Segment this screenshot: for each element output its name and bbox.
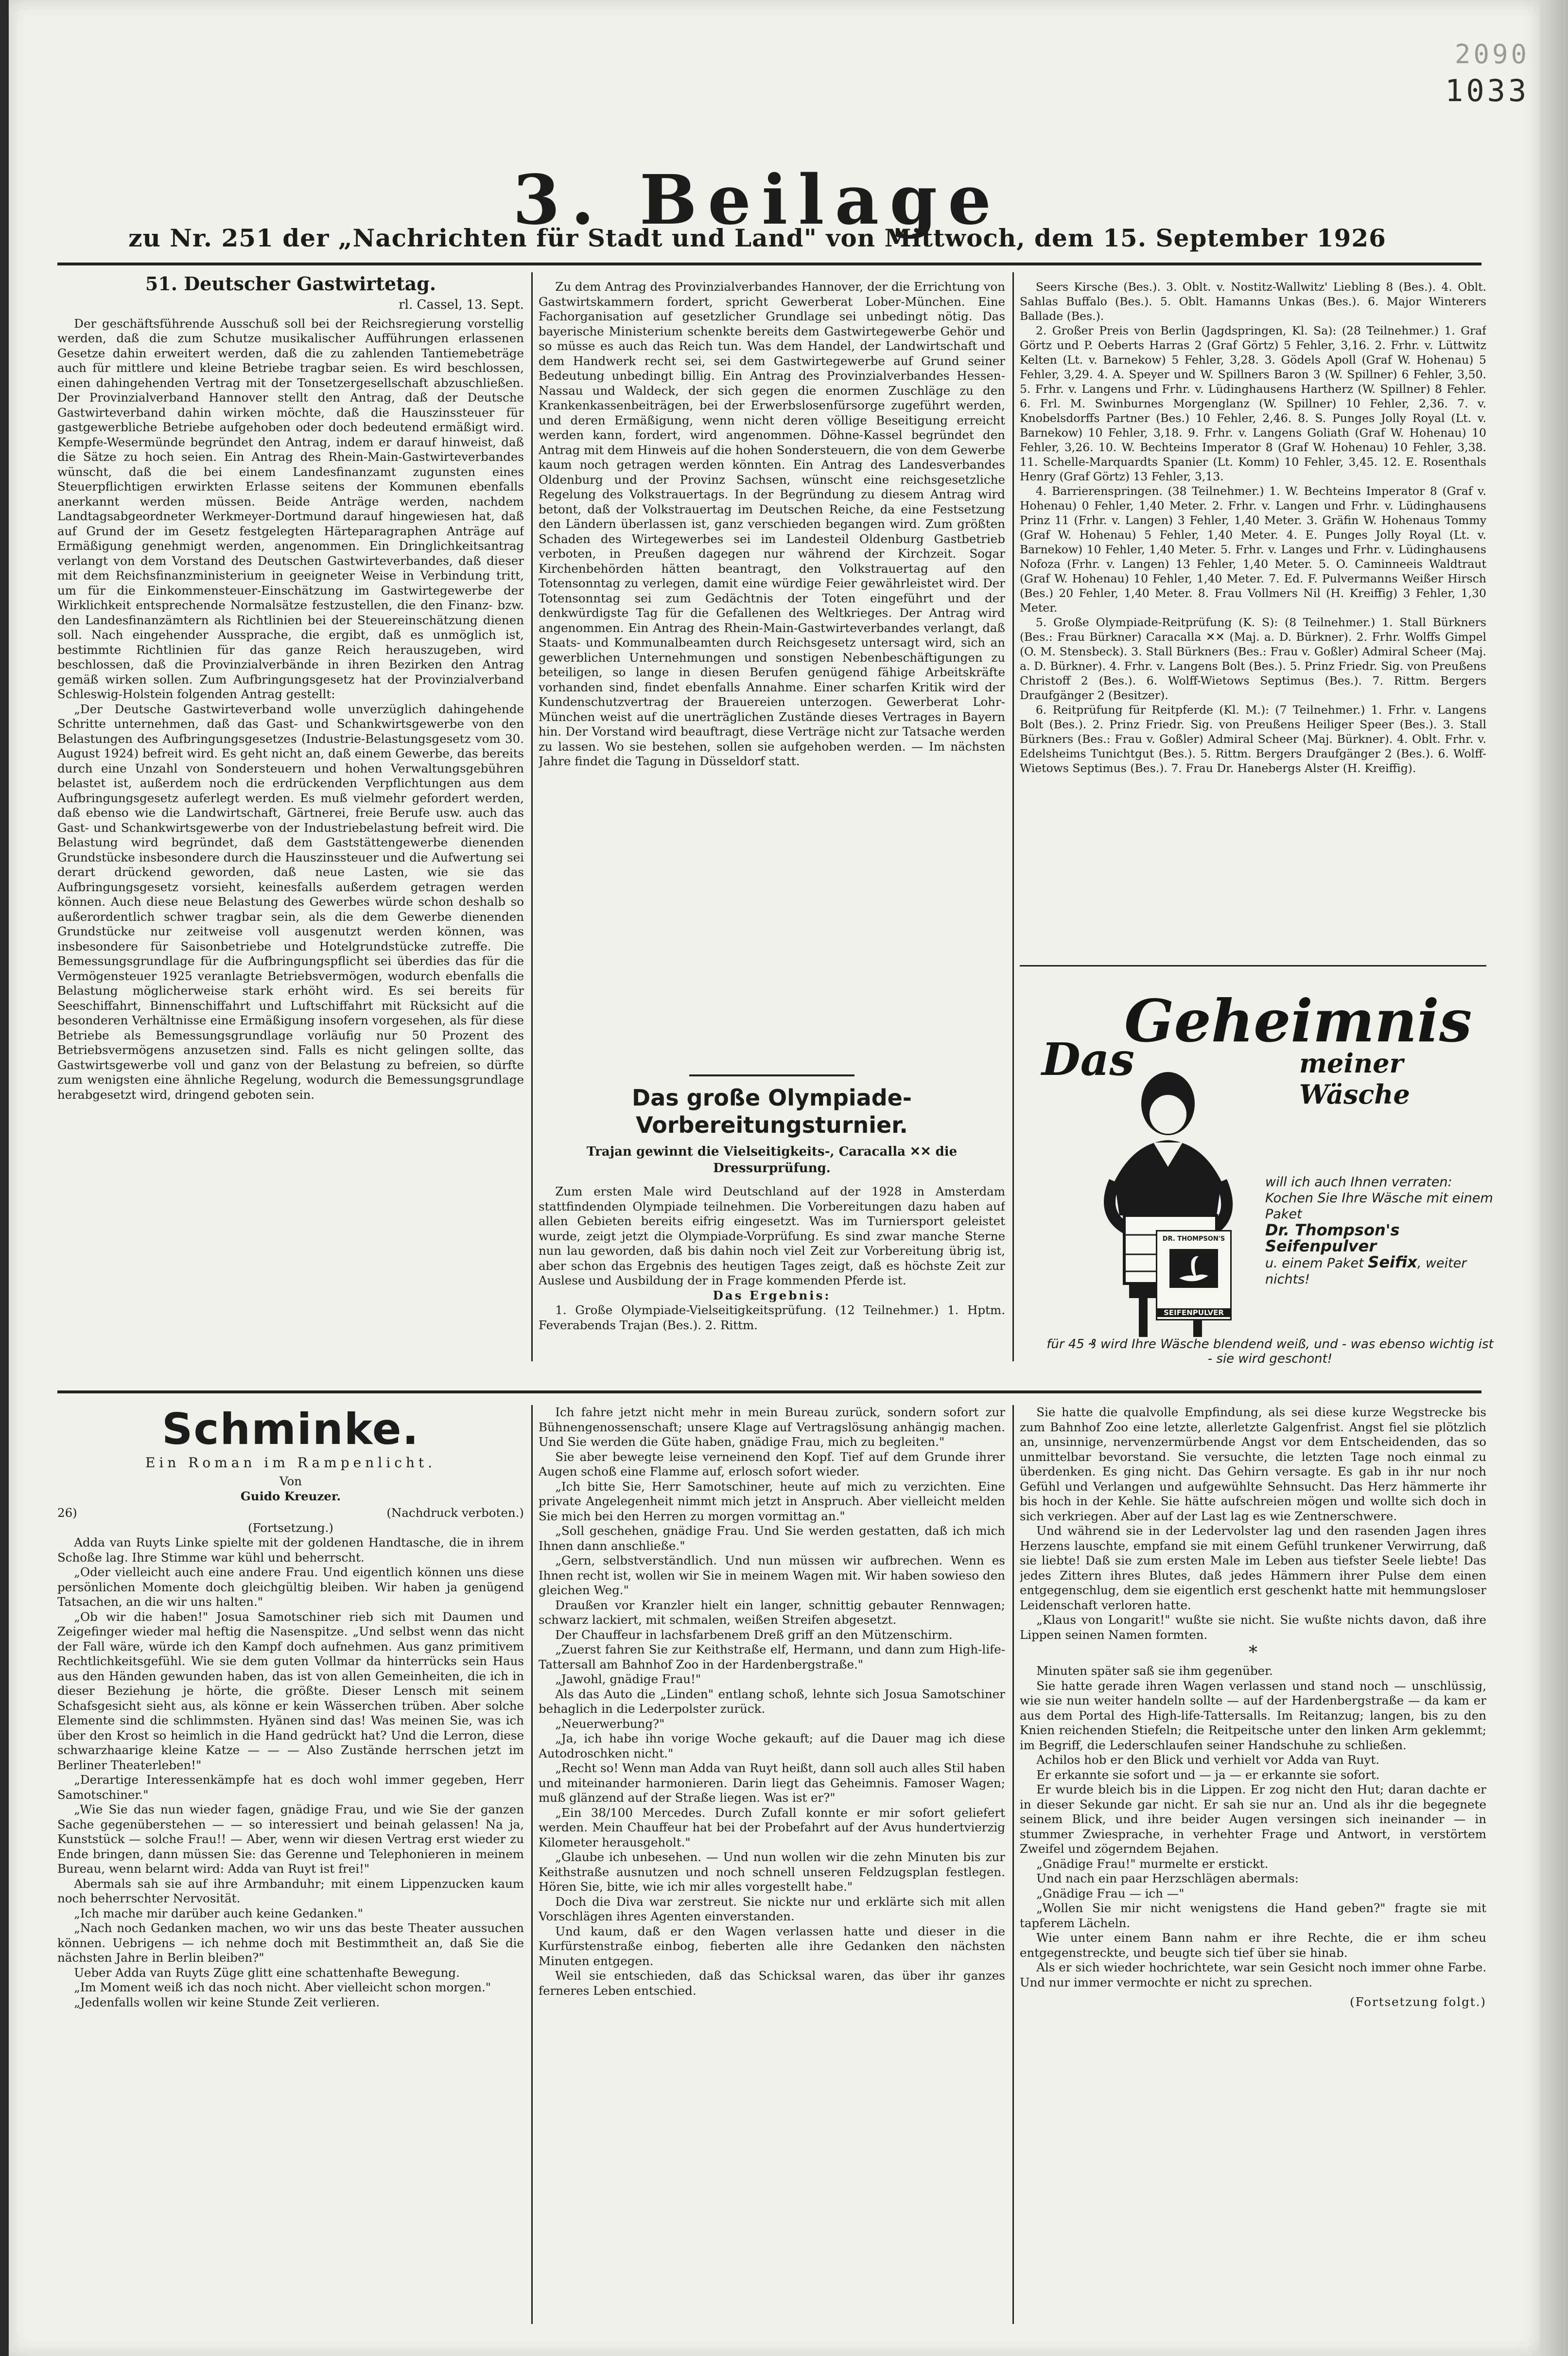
paragraph: „Gern, selbstverständlich. Und nun müssen wir aufbrechen. Wenn es Ihnen recht ist, wollen wir Sie in meinem Wagen mit. Wir haben sowieso den gleichen Weg." [539, 1553, 1005, 1597]
paragraph: Und kaum, daß er den Wagen verlassen hatte und dieser in die Kurfürstenstraße einbog, fieberten alle ihre Gedanken den nächsten Minuten entgegen. [539, 1924, 1005, 1968]
ad-copy-text: u. einem Paket [1265, 1256, 1364, 1271]
paragraph: Ueber Adda van Ruyts Züge glitt eine schattenhafte Bewegung. [74, 1965, 460, 1980]
paragraph: „Ich mache mir darüber auch keine Gedanken." [74, 1906, 363, 1920]
paragraph: Seers Kirsche (Bes.). 3. Oblt. v. Nostitz-Wallwitz' Liebling 8 (Bes.). 4. Oblt. Sahlas Buffalo (Bes.). 5. Oblt. Hamanns Unkas (Bes.). 6. Major Winterers Ballade (Bes.). [1020, 280, 1486, 323]
page-number-faint: 2090 [1455, 39, 1530, 70]
paragraph: „Im Moment weiß ich das noch nicht. Aber vielleicht schon morgen." [74, 1980, 491, 1994]
paragraph: Der Chauffeur in lachsfarbenem Dreß griff an den Mützenschirm. [555, 1627, 953, 1642]
article-olympiade-title: Das große Olympiade-Vorbereitungsturnier. [632, 1085, 912, 1138]
roman-col3 [1020, 1405, 1486, 2324]
roman-continuation: (Fortsetzung.) [248, 1520, 333, 1535]
paragraph: „Klaus von Longarit!" wußte sie nicht. Sie wußte nichts davon, daß ihre Lippen seinen Namen formten. [1020, 1613, 1486, 1642]
paragraph: Er erkannte sie sofort und — ja — er erkannte sie sofort. [1036, 1767, 1380, 1782]
page-edge [1540, 0, 1568, 2356]
column-rule [531, 1405, 533, 2324]
paragraph: Und nach ein paar Herzschlägen abermals: [1036, 1871, 1299, 1885]
ad-product-name: Dr. Thompson's Seifenpulver [1265, 1221, 1400, 1255]
ad-subheadline: meiner Wäsche [1299, 1048, 1410, 1110]
ad-copy-text: will ich auch Ihnen verraten: Kochen Sie Ihre Wäsche mit einem Paket [1265, 1175, 1493, 1222]
paragraph: Er wurde bleich bis in die Lippen. Er zog nicht den Hut; daran dachte er in dieser Sekunde gar nicht. Er sah sie nur an. Und als ihr die begegnete seinem Blick, und ihre beider Augen versingen sich ineinander — in stummer Zwiesprache, in verhehter Frage und Antwort, in verstörtem Zweifel und zögerndem Bejahen. [1020, 1782, 1486, 1856]
paragraph: 6. Reitprüfung für Reitpferde (Kl. M.): (7 Teilnehmer.) 1. Frhr. v. Langens Bolt (Bes.). 2. Prinz Friedr. Sig. von Preußens Heiliger Speer (Bes.). 3. Stall Bürkners (Bes.: Frau v. Goßler) Admiral Scheer (Maj. Bürkner). 4. Oblt. Frhr. v. Edelsheims Tunichtgut (Bes.). 5. Rittm. Bergers Draufgänger 2 (Bes.). 6. Wolff-Wietows Septimus (Bes.). 7. Frau Dr. Hanebergs Alster (H. Kreiffig). [1020, 703, 1486, 775]
section-rule [57, 1390, 1481, 1393]
article-gastwirtetag-title: 51. Deutscher Gastwirtetag. [145, 273, 436, 295]
masthead-title: 3. Beilage [512, 160, 1002, 240]
paragraph: „Zuerst fahren Sie zur Keithstraße elf, Hermann, und dann zum High-life-Tattersall am Bahnhof Zoo in der Hardenbergstraße." [539, 1642, 1005, 1671]
paragraph: Zu dem Antrag des Provinzialverbandes Hannover, der die Errichtung von Gastwirtskammern fordert, spricht Gewerberat Lober-München. Eine Fachorganisation auf gesetzlicher Grundlage sei unbedingt nötig. Das bayerische Ministerium schenkte bereits dem Gastwirtegewerbe Gehör und so müsse es auch das Reich tun. Was dem Handel, der Landwirtschaft und dem Handwerk recht sei, sei dem Gastwirtegewerbe auf Grund seiner Bedeutung unbedingt billig. Ein Antrag des Provinzialverbandes Hessen-Nassau und Waldeck, der sich gegen die enormen Zuschläge zu den Krankenkassenbeiträgen, bei der Erwerbslosenfürsorge zugeführt werden, und deren Ermäßigung, wenn nicht deren völlige Beseitigung erreicht werden kann, fordert, wird angenommen. Döhne-Kassel begründet den Antrag mit dem Hinweis auf die hohen Sondersteuern, die von dem Gewerbe kaum noch getragen werden könnten. Ein Antrag des Landesverbandes Oldenburg und der Provinz Sachsen, wünscht eine reichsgesetzliche Regelung des Volkstrauertags. In der Begründung zu diesem Antrag wird betont, daß der Volkstrauertag im Deutschen Reiche, da eine Festsetzung den Ländern überlassen ist, ganz verschieden begangen wird. Zum größten Schaden des Wirtegewerbes sei im Landesteil Oldenburg Gastbetrieb verboten, in Preußen dagegen nur während der Kirchzeit. Sogar Kirchenbehörden hätten beantragt, den Volkstrauertag auf den Totensonntag zu verlegen, damit eine würdige Feier gewährleistet wird. Der Totensonntag sei zum Gedächtnis der Toten eingeführt und der denkwürdigste Tag für die Gefallenen des Weltkrieges. Der Antrag wird angenommen. Ein Antrag des Rhein-Main-Gastwirteverbandes verlangt, daß Staats- und Kommunalbeamten durch Reichsgesetz untersagt wird, sich an gewerblichen Unternehmungen und sonstigen Nebenbeschäftigungen zu beteiligen, so lange in diesen Berufen genügend fähige Arbeitskräfte vorhanden sind, findet ebenfalls Annahme. Einer scharfen Kritik wird der Kundenschutzvertrag der Brauereien unterzogen. Gewerberat Lohr-München weist auf die unerträglichen Zustände dieses Vertrages in Bayern hin. Der Vorstand wird beauftragt, diese Verträge nicht zur Tatsache werden zu lassen. Wo sie bestehen, sollen sie aufgehoben werden. — Im nächsten Jahre findet die Tagung in Düsseldorf statt. [539, 280, 1005, 768]
page-number: 1033 [1445, 73, 1530, 108]
column-rule [1012, 1405, 1014, 2324]
paragraph: Ich fahre jetzt nicht mehr in mein Bureau zurück, sondern sofort zur Bühnengenossenschaft; unsere Klage auf Vertragslösung anhängig machen. Und Sie werden die Güte haben, gnädige Frau, mich zu begleiten." [539, 1405, 1005, 1449]
paragraph: „Jedenfalls wollen wir keine Stunde Zeit verlieren. [74, 1995, 380, 2009]
paragraph: „Jawohl, gnädige Frau!" [555, 1672, 701, 1686]
paragraph: „Ob wir die haben!" Josua Samotschiner rieb sich mit Daumen und Zeigefinger wieder mal heftig die Nasenspitze. „Und selbst wenn das nicht der Fall wäre, würde ich den Kampf doch aufnehmen. Aus ganz primitivem Rechtlichkeitsgefühl. Wie sie dem guten Vollmar da hinterrücks sein Haus aus den Händen gewunden haben, das ist von allen Gemeinheiten, die ich in dieser Beziehung je hörte, die größte. Dieser Lensch mit seinem Schafsgesicht sieht aus, als könne er kein Wässerchen trüben. Aber solche Elemente sind die schlimmsten. Hyänen sind das! Was meinen Sie, was ich über den Krost so heimlich in die Hand gedrückt hat? Und die Lerron, diese schwarzhaarige kleine Katze — — — Also Zustände herrschen jetzt im Berliner Theaterleben!" [57, 1609, 524, 1772]
paragraph: Doch die Diva war zerstreut. Sie nickte nur und erklärte sich mit allen Vorschlägen ihres Agenten einverstanden. [539, 1894, 1005, 1923]
newspaper-page [9, 0, 1540, 2356]
paragraph: „Ja, ich habe ihn vorige Woche gekauft; auf die Dauer mag ich diese Autodroschken nicht." [539, 1731, 1005, 1760]
ad-box-brand: DR. THOMPSON'S [1162, 1235, 1225, 1243]
paragraph: „Gnädige Frau!" murmelte er erstickt. [1036, 1856, 1269, 1871]
roman-von: Von [279, 1474, 302, 1488]
paragraph: 1. Große Olympiade-Vielseitigkeitsprüfung. (12 Teilnehmer.) 1. Hptm. Feverabends Trajan (Bes.). 2. Rittm. [539, 1303, 1005, 1332]
ad-footer-text: für 45 ₰ wird Ihre Wäsche blendend weiß, und - was ebenso wichtig ist - sie wird geschont! [1046, 1337, 1494, 1366]
ad-seifix-name: Seifix [1368, 1253, 1417, 1271]
paragraph: Und während sie in der Ledervolster lag und den rasenden Jagen ihres Herzens lauschte, empfand sie mit einem Gefühl trunkener Verwirrung, daß sie liebte! Daß sie zum ersten Male im Leben aus tiefster Seele liebte! Das jedes Zittern ihres Blutes, daß jedes Hämmern ihrer Pulse dem einen entgegenschlug, dem sie eigentlich erst geschenkt hatte mit hemmungsloser Leidenschaft verloren hatte. [1020, 1524, 1486, 1612]
paragraph: „Der Deutsche Gastwirteverband wolle unverzüglich dahingehende Schritte unternehmen, daß das Gast- und Schankwirtsgewerbe von den Belastungen des Aufbringungsgesetzes (Industrie-Belastungsgesetz vom 30. August 1924) befreit wird. Es geht nicht an, daß einem Gewerbe, das bereits durch eine Unzahl von Sondersteuern und hohen Verwaltungsgebühren belastet ist, außerdem noch die erdrückenden Verpflichtungen aus dem Aufbringungsgesetz auferlegt werden. Es muß vielmehr gefordert werden, daß ebenso wie die Landwirtschaft, Gärtnerei, freie Berufe usw. auch das Gast- und Schankwirtsgewerbe von der Industriebelastung befreit wird. Die Belastung wird begründet, daß dem Gaststättengewerbe dienenden Grundstücke insbesondere durch die Hauszinssteuer und die Aufwertung sei derart drückend geworden, daß neue Lasten, wie sie das Aufbringungsgesetz vorsieht, keinesfalls außerdem getragen werden können. Auch diese neue Belastung des Gewerbes würde schon deshalb so außerordentlich schwer tragbar sein, als die dem Gewerbe dienenden Grundstücke nur zeitweise voll ausgenutzt werden können, was insbesondere für Saisonbetriebe und Hotelgrundstücke zutreffe. Die Bemessungsgrundlage für die Aufbringungspflicht sei überdies das für die Vermögensteuer 1925 veranlagte Betriebsvermögen, wodurch ebenfalls die Belastung möglicherweise stark erhöht wird. Es sei bereits für Seeschiffahrt, Binnenschiffahrt und Luftschiffahrt mit Rücksicht auf die besonderen Verhältnisse eine Ermäßigung insofern vorgesehen, als für diese Betriebe als Bemessungsgrundlage vorläufig nur 50 Prozent des Betriebsvermögens anzusetzen sind. Falls es nicht gelingen sollte, das Gastwirtsgewerbe voll und ganz von der Belastung zu befreien, so dürfte zum wenigsten eine ähnliche Regelung, wodurch die Bemessungsgrundlage herabgesetzt wird, dringend geboten sein. [57, 702, 524, 1102]
ad-product-box [1156, 1230, 1232, 1320]
paragraph: „Ich bitte Sie, Herr Samotschiner, heute auf mich zu verzichten. Eine private Angelegenheit nimmt mich jetzt in Anspruch. Aber vielleicht melden Sie mich bei den Herren zu morgen vormittag an." [539, 1479, 1005, 1523]
paragraph: 5. Große Olympiade-Reitprüfung (K. S): (8 Teilnehmer.) 1. Stall Bürkners (Bes.: Frau Bürkner) Caracalla ✕✕ (Maj. a. D. Bürkner). 2. Frhr. Wolffs Gimpel (O. M. Stensbeck). 3. Stall Bürkners (Bes.: Frau v. Goßler) Admiral Scheer (Maj. a. D. Bürkner). 4. Frhr. v. Langens Bolt (Bes.). 5. Prinz Friedr. Sig. von Preußens Christoff 2 (Bes.). 6. Wolff-Wietows Septimus (Bes.). 7. Rittm. Bergers Draufgänger 2 (Besitzer). [1020, 615, 1486, 702]
roman-to-be-continued: (Fortsetzung folgt.) [1350, 1995, 1486, 2009]
paragraph: 4. Barrierenspringen. (38 Teilnehmer.) 1. W. Bechteins Imperator 8 (Graf v. Hohenau) 0 Fehler, 1,40 Meter. 2. Frhr. v. Langen und Frhr. v. Lüdinghausens Prinz 11 (Frhr. v. Langen) 3 Fehler, 1,40 Meter. 3. Gräfin W. Hohenaus Tommy (Graf W. Hohenau) 5 Fehler, 1,40 Meter. 4. E. Punges Jolly Royal (Lt. v. Barnekow) 10 Fehler, 1,40 Meter. 5. Frhr. v. Langes und Frhr. v. Lüdinghausens Nofoza (Frhr. v. Langen) 13 Fehler, 1,40 Meter. 5. O. Caminneeis Waldtraut (Graf W. Hohenau) 10 Fehler, 1,40 Meter. 7. Ed. F. Pulvermanns Weißer Hirsch (Bes.) 20 Fehler, 1,40 Meter. 8. Frau Vollmers Nil (H. Kreiffig) 3 Fehler, 1,30 Meter. [1020, 484, 1486, 615]
roman-copyright-note: (Nachdruck verboten.) [386, 1506, 524, 1520]
paragraph: Sie hatte die qualvolle Empfindung, als sei diese kurze Wegstrecke bis zum Bahnhof Zoo eine letzte, allerletzte Galgenfrist. Angst fiel sie plötzlich an, unsinnige, nervenzermürbende Angst vor dem Entscheidenden, das so unmittelbar bevorstand. Sie versuchte, die letzten Tage noch einmal zu überdenken. Es ging nicht. Das Gehirn versagte. Es gab in ihr nur noch Gefühl und Verlangen und aufgewühlte Sehnsucht. Das Herz hämmerte ihr bis hoch in der Kehle. Sie hätte aufschreien mögen und wollte sich doch in sich verkriegen. Aber auf der Last lag es wie Zentnerschwere. [1020, 1405, 1486, 1523]
masthead-subtitle: zu Nr. 251 der „Nachrichten für Stadt und Land" von Mittwoch, dem 15. September 1926 [128, 224, 1386, 252]
article-divider [1020, 965, 1486, 967]
paragraph: Sie hatte gerade ihren Wagen verlassen und stand noch — unschlüssig, wie sie nun weiter handeln sollte — auf der Hardenbergstraße — da kam er aus dem Portal des High-life-Tattersalls. Im Reitanzug; langen, bis zu den Knien reichenden Stiefeln; die Reitpeitsche unter den linken Arm geklemmt; im Begriff, die Lederschlaufen seiner Handschuhe zu schließen. [1020, 1678, 1486, 1752]
article-gastwirtetag-col1 [57, 272, 524, 1361]
paragraph: „Wie Sie das nun wieder fagen, gnädige Frau, und wie Sie der ganzen Sache gegenüberstehen — — so interessiert und beinah gelassen! Na ja, Kunststück — solche Frau!! — Aber, wenn wir diesen Vertrag erst wieder zu Ende bringen, dann müssen Sie: das Gerenne und Telephonieren in meinem Bureau, wenn belarnt wird: Adda van Ruyt ist frei!" [57, 1802, 524, 1876]
roman-subtitle: Ein Roman im Rampenlicht. [145, 1455, 436, 1471]
paragraph: Als er sich wieder hochrichtete, war sein Gesicht noch immer ohne Farbe. Und nur immer vermochte er nicht zu sprechen. [1020, 1960, 1486, 1989]
article-gastwirtetag-dateline: rl. Cassel, 13. Sept. [399, 298, 524, 312]
article-olympiade [539, 1084, 1005, 1361]
paragraph: „Wollen Sie mir nicht wenigstens die Hand geben?" fragte sie mit tapferem Lächeln. [1020, 1901, 1486, 1930]
paragraph: Zum ersten Male wird Deutschland auf der 1928 in Amsterdam stattfindenden Olympiade teilnehmen. Die Vorbereitungen dazu haben auf allen Gebieten bereits eifrig eingesetzt. Was im Turniersport geleistet wurde, zeigt jetzt die Olympiade-Vorprüfung. Es sind zwar manche Sterne nun lau geworden, daß bis dahin noch viel Zeit zur Vorbereitung übrig ist, aber schon das Ergebnis des heutigen Tages zeigt, daß es höchste Zeit zur Auslese und Ausbildung der in Frage kommenden Pferde ist. [539, 1184, 1005, 1287]
section-break-asterisk: * [1249, 1643, 1257, 1663]
paragraph: Minuten später saß sie ihm gegenüber. [1036, 1664, 1273, 1678]
paragraph: „Ein 38/100 Mercedes. Durch Zufall konnte er mir sofort geliefert werden. Mein Chauffeur hat bei der Probefahrt auf der Avus hundertvierzig Kilometer herausgeholt." [539, 1805, 1005, 1849]
paragraph: „Oder vielleicht auch eine andere Frau. Und eigentlich können uns diese persönlichen Momente doch gleichgültig bleiben. Wir haben ja genügend Tatsachen, an die wir uns halten." [57, 1565, 524, 1609]
article-results [1020, 280, 1486, 960]
column-rule [1012, 272, 1014, 1361]
paragraph: 2. Großer Preis von Berlin (Jagdspringen, Kl. Sa): (28 Teilnehmer.) 1. Graf Görtz und P. Oeberts Harras 2 (Graf Görtz) 5 Fehler, 3,16. 2. Frhr. v. Lüttwitz Kelten (Lt. v. Barnekow) 5 Fehler, 3,28. 3. Gödels Apoll (Graf W. Hohenau) 5 Fehler, 3,29. 4. A. Speyer und W. Spillners Baron 3 (W. Spillner) 6 Fehler, 3,50. 5. Frhr. v. Langens und Frhr. v. Lüdinghausens Hartherz (W. Spillner) 8 Fehler. 6. Frl. M. Swinburnes Morgenglanz (W. Spillner) 10 Fehler, 2,36. 7. v. Knobelsdorffs Partner (Bes.) 10 Fehler, 2,46. 8. S. Punges Jolly Royal (Lt. v. Barnekow) 10 Fehler, 3,18. 9. Frhr. v. Langens Goliath (Graf W. Hohenau) 10 Fehler, 3,26. 10. W. Bechteins Imperator 8 (Graf W. Hohenau) 10 Fehler, 3,38. 11. Schelle-Marquardts Spanier (Lt. Komm) 10 Fehler, 3,45. 12. E. Rosenthals Henry (Graf Görtz) 13 Fehler, 3,13. [1020, 324, 1486, 483]
swan-icon [1167, 1247, 1220, 1290]
roman-header-row [57, 1506, 524, 1521]
article-gastwirtetag-col2 [539, 280, 1005, 1062]
ad-box-label: SEIFENPULVER [1157, 1308, 1230, 1317]
paragraph: Abermals sah sie auf ihre Armbanduhr; mit einem Lippenzucken kaum noch beherrschter Nervosität. [57, 1876, 524, 1905]
roman-col1 [57, 1405, 524, 2324]
paragraph: „Glaube ich unbesehen. — Und nun wollen wir die zehn Minuten bis zur Keithstraße ausnutzen und noch schnell unseren Feldzugsplan festlegen. Hören Sie, bitte, wie ich mir alles vorgestellt habe." [539, 1850, 1005, 1894]
paragraph: Draußen vor Kranzler hielt ein langer, schnittig gebauter Rennwagen; schwarz lackiert, mit schmalen, weißen Streifen abgesetzt. [539, 1598, 1005, 1627]
masthead-rule [57, 263, 1481, 265]
results-heading: Das Ergebnis: [713, 1288, 831, 1302]
roman-author: Guido Kreuzer. [240, 1489, 341, 1503]
roman-installment-number: 26) [57, 1506, 77, 1520]
paragraph: Sie aber bewegte leise verneinend den Kopf. Tief auf dem Grunde ihrer Augen schoß eine Flamme auf, erlosch sofort wieder. [539, 1449, 1005, 1478]
paragraph: Als das Auto die „Linden" entlang schoß, lehnte sich Josua Samotschiner behaglich in die Lederpolster zurück. [539, 1687, 1005, 1716]
paragraph: Achilos hob er den Blick und verhielt vor Adda van Ruyt. [1036, 1753, 1379, 1767]
paragraph: Weil sie entschieden, daß das Schicksal waren, das über ihr ganzes ferneres Leben entschied. [539, 1969, 1005, 1998]
article-olympiade-subtitle: Trajan gewinnt die Vielseitigkeits-, Caracalla ✕✕ die Dressurprüfung. [586, 1144, 958, 1176]
ad-copy [1265, 1174, 1494, 1287]
ad-copy-text: , weiter nichts! [1265, 1256, 1467, 1287]
ad-das: Das [1042, 1033, 1135, 1086]
paragraph: Adda van Ruyts Linke spielte mit der goldenen Handtasche, die in ihrem Schoße lag. Ihre Stimme war kühl und beherrscht. [57, 1535, 524, 1565]
roman-col2 [539, 1405, 1005, 2324]
article-divider [689, 1074, 854, 1076]
column-rule [531, 272, 533, 1361]
paragraph: „Gnädige Frau — ich —" [1036, 1886, 1185, 1900]
paragraph: Wie unter einem Bann nahm er ihre Rechte, die er ihm scheu entgegenstreckte, und beugte sich tief über sie hinab. [1020, 1931, 1486, 1960]
paragraph: „Nach noch Gedanken machen, wo wir uns das beste Theater aussuchen können. Uebrigens — ich nehme doch mit Bestimmtheit an, daß Sie die nächsten Jahre in Berlin bleiben?" [57, 1921, 524, 1965]
paragraph: „Derartige Interessenkämpfe hat es doch wohl immer gegeben, Herr Samotschiner." [57, 1773, 524, 1802]
advertisement-seifix [1042, 977, 1494, 1366]
paragraph: „Neuerwerbung?" [555, 1716, 665, 1731]
paragraph: Der geschäftsführende Ausschuß soll bei der Reichsregierung vorstellig werden, daß die zum Schutze musikalischer Aufführungen erlassenen Gesetze dahin erweitert werden, daß die zu zahlenden Tantiemebeträge auch für mittlere und kleine Betriebe tragbar seien. Es wird beschlossen, einen dahingehenden Vertrag mit der Tonsetzergesellschaft abzuschließen. Der Provinzialverband Hannover stellt den Antrag, daß der Deutsche Gastwirteverband dahin wirken möchte, daß die Hauszinssteuer für gastgewerbliche Betriebe aufgehoben oder doch bedeutend ermäßigt wird. Kempfe-Wesermünde begründet den Antrag, indem er darauf hinweist, daß die Sätze zu hoch seien. Ein Antrag des Rhein-Main-Gastwirteverbandes wünscht, daß die bei einem Landesfinanzamt zugunsten eines Steuerpflichtigen erwirkten Erlasse seitens der Kommunen ebenfalls anerkannt werden müssen. Beide Anträge werden, nachdem Landtagsabgeordneter Werkmeyer-Dortmund darauf hingewiesen hat, daß auf Grund der im Gesetz festgelegten Härteparagraphen Anträge auf Ermäßigung genehmigt werden, angenommen. Ein Dringlichkeitsantrag verlangt von dem Vorstand des Deutschen Gastwirteverbandes, daß dieser mit dem Reichsfinanzministerium in geeigneter Weise in Verbindung tritt, um für die Einkommensteuer-Einschätzung im Gastwirtegewerbe der Wirklichkeit entsprechende Normalsätze festzustellen, die den Finanz- bzw. den Landesfinanzämtern als Richtlinien bei der Steuereinschätzung dienen soll. Nach eingehender Aussprache, die ergibt, daß es unmöglich ist, bestimmte Richtlinien für das ganze Reich herauszugeben, wird beschlossen, daß die Provinzialverbände in ihren Bezirken den Antrag gemäß wirken sollen. Zum Aufbringungsgesetz hat der Provinzialverband Schleswig-Holstein folgenden Antrag gestellt: [57, 316, 524, 701]
roman-title: Schminke. [162, 1405, 419, 1454]
paragraph: „Recht so! Wenn man Adda van Ruyt heißt, dann soll auch alles Stil haben und miteinander harmonieren. Darin liegt das Geheimnis. Famoser Wagen; muß glänzend auf der Straße liegen. Was ist er?" [539, 1761, 1005, 1805]
ad-headline: Geheimnis [1124, 987, 1472, 1055]
paragraph: „Soll geschehen, gnädige Frau. Und Sie werden gestatten, daß ich mich Ihnen dann anschließe." [539, 1524, 1005, 1553]
